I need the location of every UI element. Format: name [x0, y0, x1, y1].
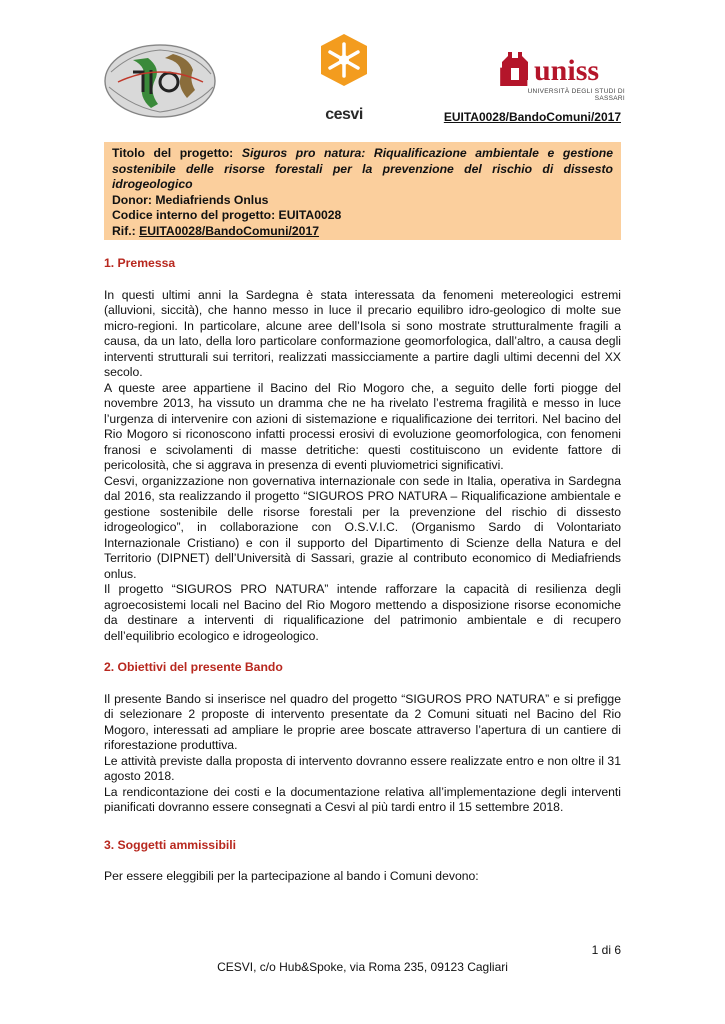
document-reference: EUITA0028/BandoComuni/2017 — [443, 110, 621, 124]
paragraph: Il presente Bando si inserisce nel quadro del progetto “SIGUROS PRO NATURA” e si prefigge di selezionare 2 proposte di intervento presentate da 2 Comuni situati nel Bacino del Rio Mogoro, interessati ad ampliare le proprie aree boscate attraverso l’apertura di un cantiere di riforestazione produttiva. — [104, 691, 621, 752]
page-number: 1 di 6 — [591, 943, 621, 957]
paragraph: In questi ultimi anni la Sardegna è stata interessata da fenomeni metereologici estremi (alluvioni, siccità), che hanno messo in luce il precario equilibro idro-geologico di molte sue micro-regioni. In particolare, alcune aree dell’Isola si sono mostrate strutturalmente fragili a causa, da un lato, della loro particolare conformazione geomorfologica, dall’altro, a causa degli interventi strutturali sui territori, realizzati massicciamente a partire dagli ultimi decenni del XX secolo. — [104, 287, 621, 379]
paragraph: Cesvi, organizzazione non governativa internazionale con sede in Italia, operativa in Sardegna dal 2016, sta realizzando il progetto “SIGUROS PRO NATURA – Riqualificazione ambientale e gestione sostenibile delle risorse forestali per la prevenzione del rischio di dissesto idrogeologico”, in collaborazione con O.S.V.I.C. (Organismo Sardo di Volontariato Internazionale Cristiano) e con il supporto del Dipartimento di Scienze della Natura e del Territorio (DIPNET) dell’Università di Sassari, grazie al contributo economico di Mediafriends onlus. — [104, 473, 621, 581]
section-heading-obiettivi: 2. Obiettivi del presente Bando — [104, 660, 283, 674]
project-donor: Donor: Mediafriends Onlus — [112, 192, 269, 207]
footer-address: CESVI, c/o Hub&Spoke, via Roma 235, 09123 Cagliari — [217, 960, 508, 974]
section-heading-premessa: 1. Premessa — [104, 256, 176, 270]
cesvi-logo-text: cesvi — [325, 106, 363, 123]
uniss-logo-subtitle: UNIVERSITÀ DEGLI STUDI DI SASSARI — [527, 88, 625, 102]
section-heading-soggetti: 3. Soggetti ammissibili — [104, 837, 237, 852]
project-info-box — [104, 142, 621, 240]
project-rif-value: EUITA0028/BandoComuni/2017 — [139, 223, 320, 238]
paragraph: A queste aree appartiene il Bacino del Rio Mogoro che, a seguito delle forti piogge del novembre 2013, ha vissuto un dramma che ne ha rivelato l’estrema fragilità e messo in luce l’urgenza di intervenire con azioni di sistemazione e riqualificazione dei territori. Nel bacino del Rio Mogoro si riconoscono infatti processi erosivi di evoluzione geomorfologica, con fenomeni franosi e scivolamenti di masse detritiche: questi costituiscono un evidente fattore di pericolosità, che si aggrava in presenza di eventi pluviometrici significativi. — [104, 380, 621, 472]
project-title — [112, 146, 613, 193]
paragraph: Il progetto “SIGUROS PRO NATURA” intende rafforzare la capacità di resilienza degli agroecosistemi locali nel Bacino del Rio Mogoro mettendo a disposizione risorse economiche da destinare a interventi di riqualificazione del patrimonio ambientale e di recupero dell’equilibrio ecologico e idrogeologico. — [104, 582, 621, 643]
project-title-text: Siguros pro natura: Riqualificazione ambientale e gestione sostenibile delle risorse forestali per la prevenzione del rischio di dissesto idrogeologico — [112, 146, 614, 191]
header-logos — [0, 30, 725, 123]
cesvi-logo-icon — [318, 32, 370, 104]
project-rif — [112, 224, 613, 240]
globe-logo-icon — [103, 42, 218, 120]
project-title-label: Titolo del progetto: — [112, 146, 242, 160]
paragraph: La rendicontazione dei costi e la documentazione relativa all’implementazione degli interventi pianificati dovranno essere consegnati a Cesvi al più tardi entro il 15 settembre 2018. — [104, 784, 621, 814]
document-body — [104, 256, 621, 885]
paragraph: Le attività previste dalla proposta di intervento dovranno essere realizzate entro e non oltre il 31 agosto 2018. — [104, 753, 621, 783]
uniss-tower-icon — [500, 52, 530, 82]
project-code: Codice interno del progetto: EUITA0028 — [112, 208, 342, 222]
uniss-logo-text: uniss — [534, 54, 600, 87]
paragraph: Per essere eleggibili per la partecipazione al bando i Comuni devono: — [104, 869, 479, 883]
project-rif-label: Rif.: — [112, 223, 140, 238]
